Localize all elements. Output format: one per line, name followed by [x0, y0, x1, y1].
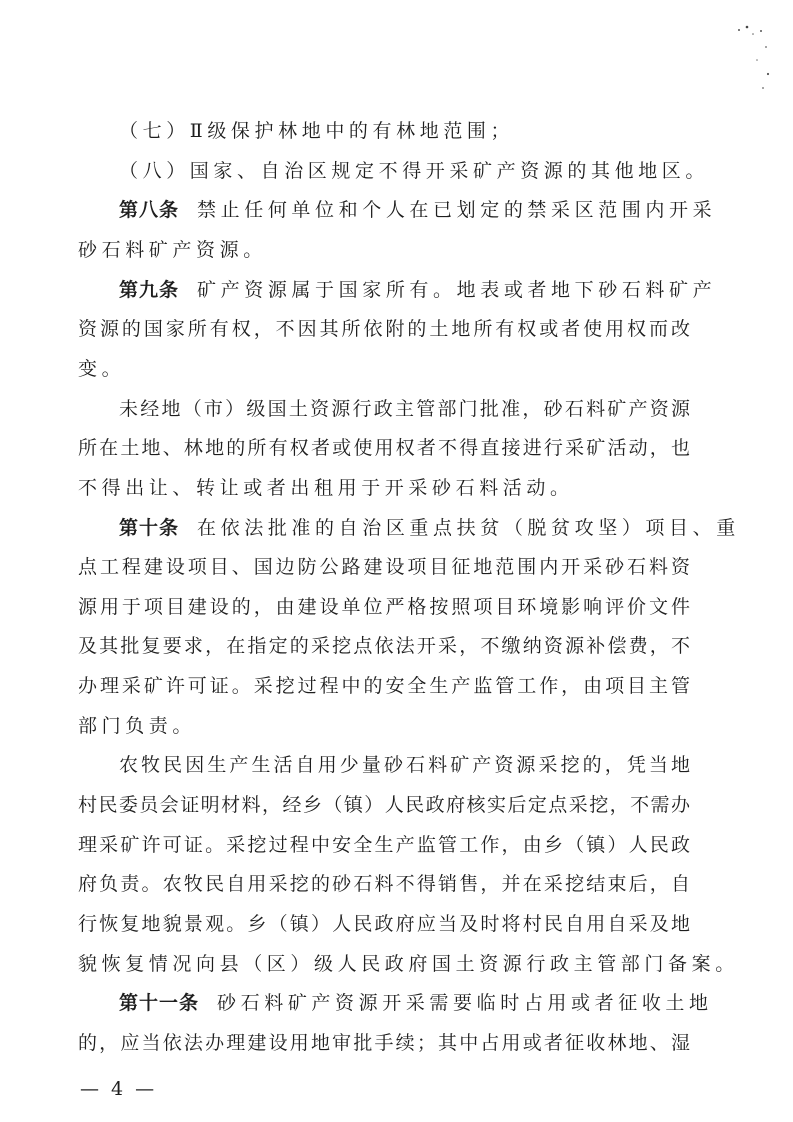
- line-text: 村民委员会证明材料，经乡（镇）人民政府核实后定点采挖，不需办: [78, 794, 690, 816]
- article-heading: 第八条: [119, 199, 180, 221]
- line-text: 办理采矿许可证。采挖过程中的安全生产监管工作，由项目主管: [78, 675, 690, 697]
- line-text: 砂石料矿产资源开采需要临时占用或者征收土地: [217, 992, 713, 1014]
- line-text: 点工程建设项目、国边防公路建设项目征地范围内开采砂石料资: [78, 556, 690, 578]
- clause-8: [119, 158, 710, 184]
- article-9-para-2-line-3: [78, 475, 690, 501]
- line-text: 禁止任何单位和个人在已划定的禁采区范围内开采: [197, 199, 717, 221]
- line-text: 及其批复要求，在指定的采挖点依法开采，不缴纳资源补偿费，不: [78, 635, 690, 657]
- line-text: 府负责。农牧民自用采挖的砂石料不得销售，并在采挖结束后，自: [78, 873, 690, 895]
- article-9-para-2-line-2: [78, 435, 690, 461]
- line-text: 所在土地、林地的所有权者或使用权者不得直接进行采矿活动，也: [78, 437, 690, 459]
- line-text: （七）Ⅱ级保护林地中的有林地范围；: [119, 120, 515, 142]
- article-10-para-2-line-6: [78, 951, 739, 977]
- article-10-line-6: [78, 713, 690, 739]
- line-text: 不得出让、转让或者出租用于开采砂石料活动。: [78, 477, 574, 499]
- article-heading: 第十一条: [119, 992, 200, 1014]
- line-text: 未经地（市）级国土资源行政主管部门批准，砂石料矿产资源: [119, 398, 690, 420]
- line-text: （八）国家、自治区规定不得开采矿产资源的其他地区。: [119, 160, 710, 182]
- article-10-line-2: [78, 554, 690, 580]
- article-10-para-2-line-4: [78, 871, 690, 897]
- article-9-para-2-line-1: [119, 396, 690, 422]
- article-11-line-1: [119, 990, 713, 1016]
- article-8-line-2: [78, 237, 690, 263]
- line-text: 农牧民因生产生活自用少量砂石料矿产资源采挖的，凭当地: [119, 754, 690, 776]
- article-heading: 第九条: [119, 279, 180, 301]
- article-8-line-1: [119, 197, 717, 223]
- clause-7: [119, 118, 690, 144]
- line-text: 砂石料矿产资源。: [78, 239, 267, 261]
- article-10-line-5: [78, 673, 690, 699]
- article-heading: 第十条: [119, 517, 180, 539]
- line-text: 的，应当依法办理建设用地审批手续；其中占用或者征收林地、湿: [78, 1032, 690, 1054]
- line-text: 矿产资源属于国家所有。地表或者地下砂石料矿产: [197, 279, 717, 301]
- article-11-line-2: [78, 1030, 690, 1056]
- article-10-para-2-line-1: [119, 752, 690, 778]
- line-text: 理采矿许可证。采挖过程中安全生产监管工作，由乡（镇）人民政: [78, 834, 690, 856]
- article-10-para-2-line-3: [78, 832, 690, 858]
- line-text: 貌恢复情况向县（区）级人民政府国土资源行政主管部门备案。: [78, 953, 739, 975]
- line-text: 源用于项目建设的，由建设单位严格按照项目环境影响评价文件: [78, 596, 690, 618]
- article-10-para-2-line-2: [78, 792, 690, 818]
- scan-specks: [733, 22, 773, 92]
- line-text: 部门负责。: [78, 715, 197, 737]
- article-10-line-3: [78, 594, 690, 620]
- article-9-line-2: [78, 316, 690, 342]
- line-text: 变。: [78, 358, 126, 380]
- article-9-line-1: [119, 277, 717, 303]
- article-10-para-2-line-5: [78, 911, 690, 937]
- line-text: 在依法批准的自治区重点扶贫（脱贫攻坚）项目、重: [197, 517, 740, 539]
- article-10-line-4: [78, 633, 690, 659]
- page-number: — 4 —: [80, 1078, 158, 1100]
- line-text: 资源的国家所有权，不因其所依附的土地所有权或者使用权而改: [78, 318, 690, 340]
- article-10-line-1: [119, 515, 740, 541]
- line-text: 行恢复地貌景观。乡（镇）人民政府应当及时将村民自用自采及地: [78, 913, 690, 935]
- article-9-line-3: [78, 356, 690, 382]
